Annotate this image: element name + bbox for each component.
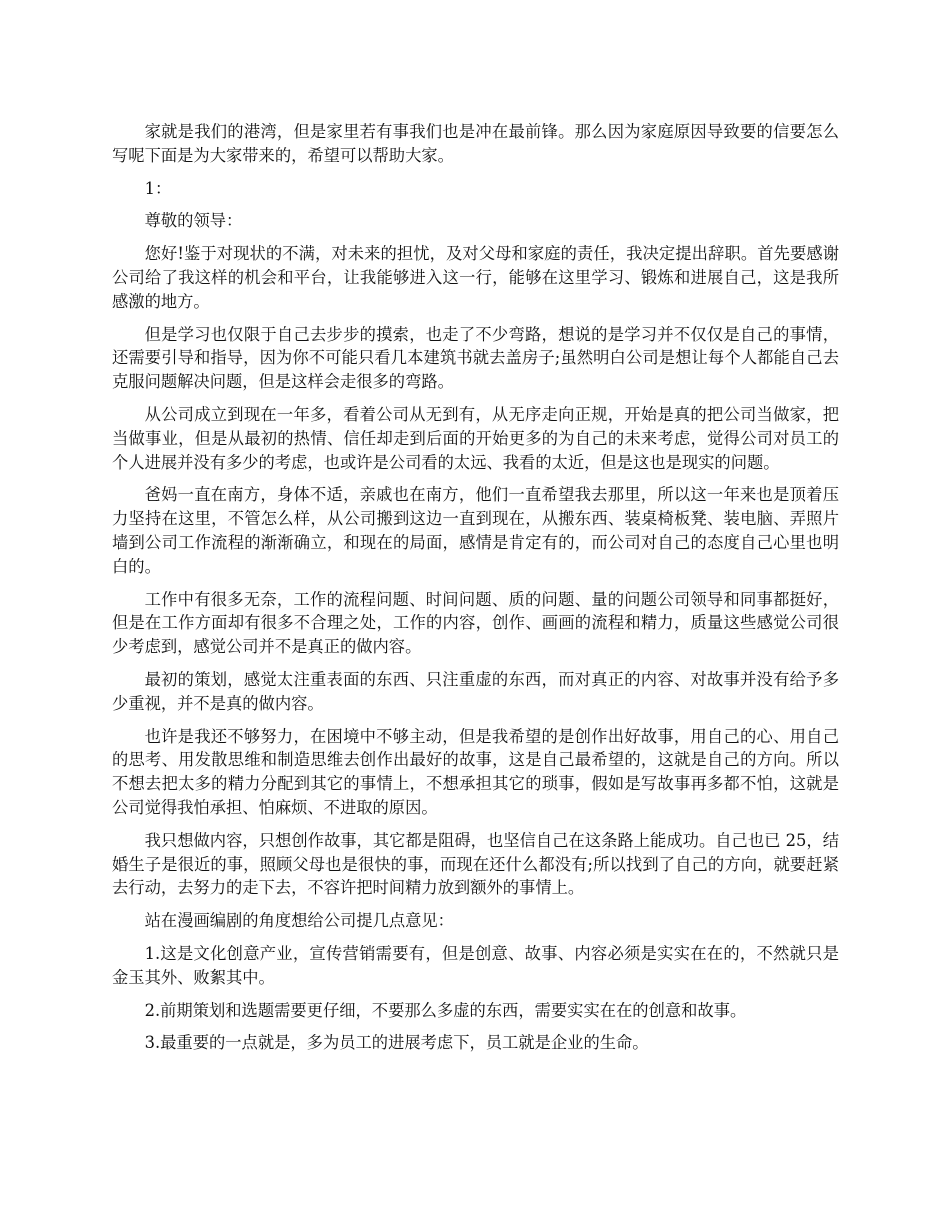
suggestions-heading: 站在漫画编剧的角度想给公司提几点意见： [144,911,454,931]
body-paragraph: 但是学习也仅限于自己去步步的摸索，也走了不少弯路，想说的是学习并不仅仅是自己的事情，还需要引导和指导，因为你不可能只看几本建筑书就去盖房子;虽然明白公司是想让每个人都能自己去克服问题解决问题，但是这样会走很多的弯路。 [112,324,839,392]
body-paragraph: 您好!鉴于对现状的不满，对未来的担忧，及对父母和家庭的责任，我决定提出辞职。首先要感谢公司给了我这样的机会和平台，让我能够进入这一行，能够在这里学习、锻炼和进展自己，这是我所感激的地方。 [112,244,839,311]
body-paragraph: 最初的策划，感觉太注重表面的东西、只注重虚的东西，而对真正的内容、对故事并没有给予多少重视，并不是真的做内容。 [112,669,839,713]
body-paragraph: 爸妈一直在南方，身体不适，亲戚也在南方，他们一直希望我去那里，所以这一年来也是顶着压力坚持在这里，不管怎么样，从公司搬到这边一直到现在，从搬东西、装桌椅板凳、装电脑、弄照片墙到公司工作流程的渐渐确立，和现在的局面，感情是肯定有的，而公司对自己的态度自己心里也明白的。 [112,485,839,576]
intro-paragraph: 家就是我们的港湾，但是家里若有事我们也是冲在最前锋。那么因为家庭原因导致要的信要怎么写呢下面是为大家带来的，希望可以帮助大家。 [112,122,839,165]
body-paragraph: 工作中有很多无奈，工作的流程问题、时间问题、质的问题、量的问题公司领导和同事都挺好，但是在工作方面却有很多不合理之处，工作的内容，创作、画画的流程和精力，质量这些感觉公司很少考虑到，感觉公司并不是真正的做内容。 [112,589,839,657]
document-body [112,120,839,1064]
body-paragraph: 也许是我还不够努力，在困境中不够主动，但是我希望的是创作出好故事，用自己的心、用自己的思考、用发散思维和制造思维去创作出最好的故事，这是自己最希望的，这就是自己的方向。所以不想去把太多的精力分配到其它的事情上，不想承担其它的琐事，假如是写故事再多都不怕，这就是公司觉得我怕承担、怕麻烦、不进取的原因。 [112,726,839,817]
suggestion-item: 1.这是文化创意产业，宣传营销需要有，但是创意、故事、内容必须是实实在在的，不然就只是金玉其外、败絮其中。 [112,943,839,987]
section-number: 1： [144,178,172,198]
salutation: 尊敬的领导： [144,211,243,231]
suggestion-item: 2.前期策划和选题需要更仔细，不要那么多虚的东西，需要实实在在的创意和故事。 [144,1000,747,1020]
body-paragraph: 我只想做内容，只想创作故事，其它都是阻碍，也坚信自己在这条路上能成功。自己也已 25，结婚生子是很近的事，照顾父母也是很快的事，而现在还什么都没有;所以找到了自己的方向，就要赶紧去行动，去努力的走下去，不容许把时间精力放到额外的事情上。 [112,830,839,898]
suggestion-item: 3.最重要的一点就是，多为员工的进展考虑下，员工就是企业的生命。 [144,1033,649,1053]
body-paragraph: 从公司成立到现在一年多，看着公司从无到有，从无序走向正规，开始是真的把公司当做家，把当做事业，但是从最初的热情、信任却走到后面的开始更多的为自己的未来考虑，觉得公司对员工的个人进展并没有多少的考虑，也或许是公司看的太远、我看的太近，但是这也是现实的问题。 [112,404,839,472]
